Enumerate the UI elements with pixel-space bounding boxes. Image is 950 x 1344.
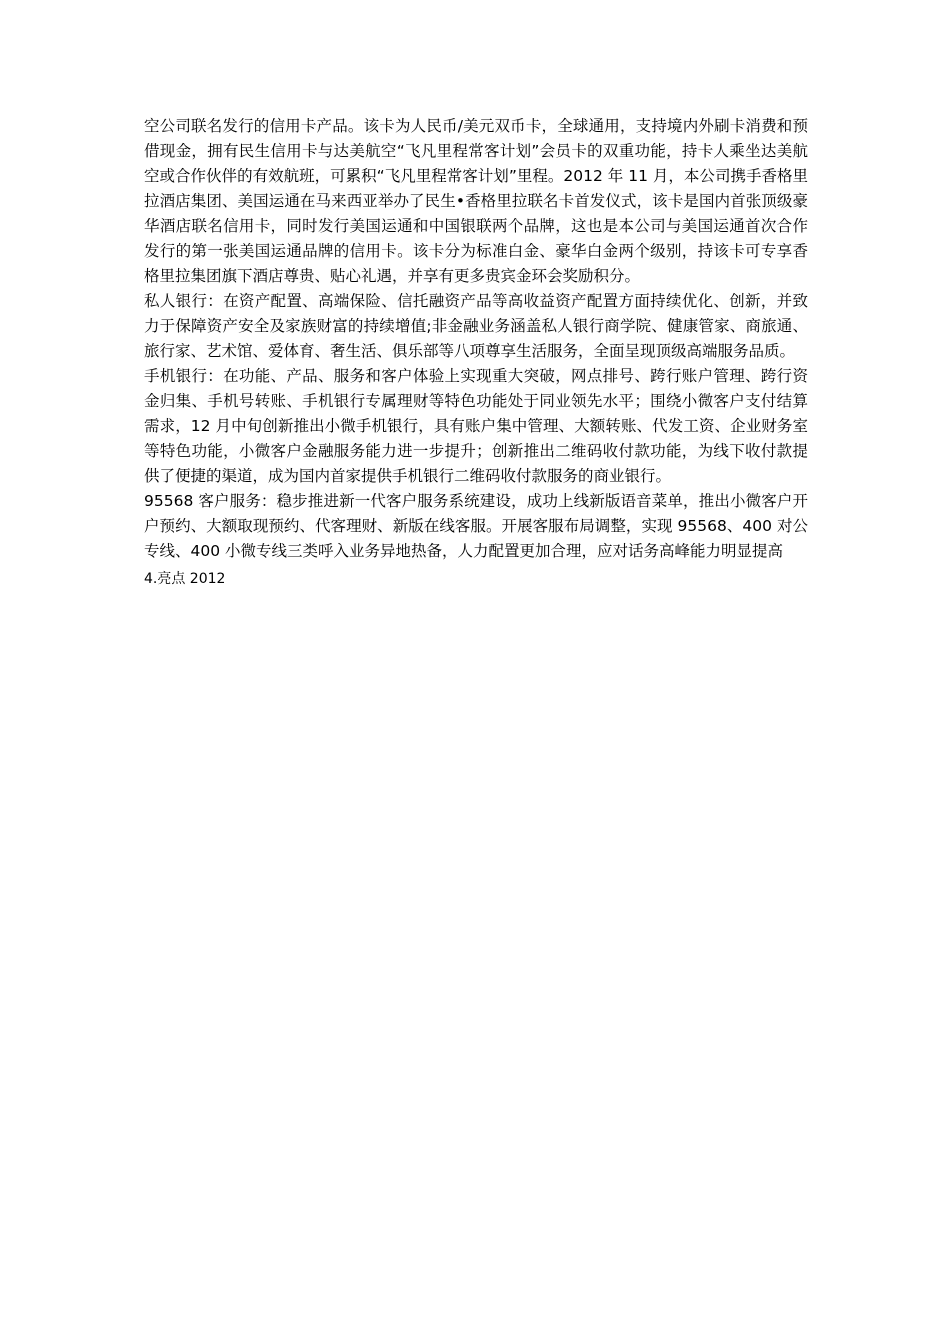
paragraph-customer-service: 95568 客户服务：稳步推进新一代客户服务系统建设，成功上线新版语音菜单，推出小微客户开户预约、大额取现预约、代客理财、新版在线客服。开展客服布局调整，实现 95568、400 对公专线、400 小微专线三类呼入业务异地热备，人力配置更加合理，应对话务高峰能力明显提高 [144, 492, 808, 560]
section-heading: 4.亮点 2012 [144, 571, 226, 587]
paragraph-private-banking: 私人银行：在资产配置、高端保险、信托融资产品等高收益资产配置方面持续优化、创新，并致力于保障资产安全及家族财富的持续增值;非金融业务涵盖私人银行商学院、健康管家、商旅通、旅行家、艺术馆、爱体育、奢生活、俱乐部等八项尊享生活服务，全面呈现顶级高端服务品质。 [144, 292, 808, 360]
document-body [144, 114, 808, 592]
paragraph-mobile-banking: 手机银行：在功能、产品、服务和客户体验上实现重大突破，网点排号、跨行账户管理、跨行资金归集、手机号转账、手机银行专属理财等特色功能处于同业领先水平；围绕小微客户支付结算需求，12 月中旬创新推出小微手机银行，具有账户集中管理、大额转账、代发工资、企业财务室等特色功能，小微客户金融服务能力进一步提升；创新推出二维码收付款功能，为线下收付款提供了便捷的渠道，成为国内首家提供手机银行二维码收付款服务的商业银行。 [144, 367, 808, 485]
paragraph-credit-card: 空公司联名发行的信用卡产品。该卡为人民币/美元双币卡，全球通用，支持境内外刷卡消费和预借现金，拥有民生信用卡与达美航空“飞凡里程常客计划”会员卡的双重功能，持卡人乘坐达美航空或合作伙伴的有效航班，可累积“飞凡里程常客计划”里程。2012 年 11 月，本公司携手香格里拉酒店集团、美国运通在马来西亚举办了民生•香格里拉联名卡首发仪式，该卡是国内首张顶级豪华酒店联名信用卡，同时发行美国运通和中国银联两个品牌，这也是本公司与美国运通首次合作发行的第一张美国运通品牌的信用卡。该卡分为标准白金、豪华白金两个级别，持该卡可专享香格里拉集团旗下酒店尊贵、贴心礼遇，并享有更多贵宾金环会奖励积分。 [144, 117, 808, 285]
